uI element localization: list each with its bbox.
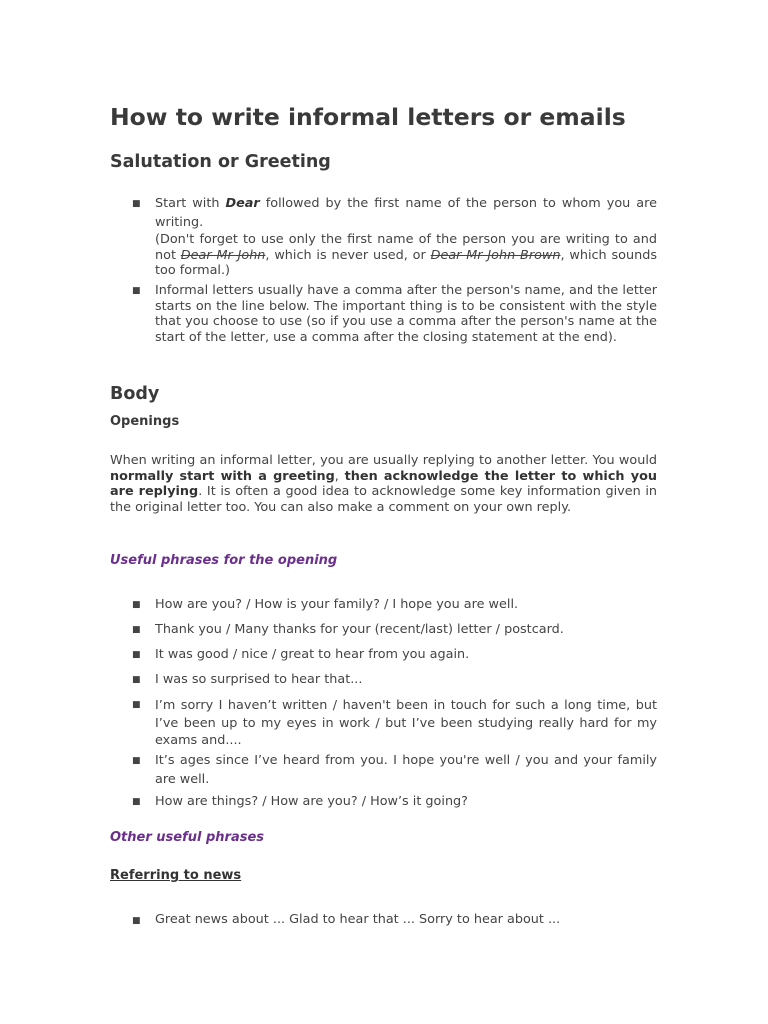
para-text: When writing an informal letter, you are usually replying to another letter. You would [110, 453, 657, 468]
struck-example-1: Dear Mr John [180, 247, 266, 263]
bullet-icon: ■ [132, 797, 141, 807]
bullet-icon: ■ [132, 916, 141, 926]
bullet-icon: ■ [132, 199, 141, 209]
phrase-item: It’s ages since I’ve heard from you. I hope you're well / you and your family are well. [155, 753, 657, 787]
bullet-icon: ■ [132, 650, 141, 660]
para-bold: normally start with a greeting [110, 468, 335, 484]
phrase-item: How are you? / How is your family? / I hope you are well. [155, 597, 519, 612]
salutation-heading: Salutation or Greeting [110, 152, 331, 172]
body-heading: Body [110, 384, 160, 404]
bullet-icon: ■ [132, 600, 141, 610]
openings-paragraph [110, 453, 657, 515]
para-text: , [334, 468, 345, 484]
phrase-item: I’m sorry I haven’t written / haven't been in touch for such a long time, but I’ve been up to my eyes in work / but I’ve been studying really hard for my exams and.... [155, 698, 657, 748]
struck-example-2: Dear Mr John Brown [430, 247, 561, 263]
useful-phrases-heading: Useful phrases for the opening [110, 553, 338, 568]
bullet-icon: ■ [132, 675, 141, 685]
note-text: (Don't forget to use only the first name of the person you are writing to and not [155, 232, 657, 263]
dear-emphasis: Dear [225, 196, 260, 211]
note-text: , which sounds too formal.) [155, 247, 657, 278]
phrase-item: How are things? / How are you? / How’s it going? [155, 794, 468, 809]
news-item: Great news about ... Glad to hear that ... Sorry to hear about ... [155, 912, 561, 927]
phrase-item: Thank you / Many thanks for your (recent/last) letter / postcard. [155, 622, 564, 637]
item-text: followed by the first name of the person to whom you are writing. [155, 196, 658, 230]
bullet-icon: ■ [132, 756, 141, 766]
bullet-icon: ■ [132, 286, 141, 296]
bullet-icon: ■ [132, 625, 141, 635]
phrase-item: I was so surprised to hear that... [155, 672, 363, 687]
referring-to-news-heading: Referring to news [110, 868, 242, 883]
other-phrases-heading: Other useful phrases [110, 830, 265, 845]
salutation-item-dear-note [155, 232, 657, 279]
bullet-icon: ■ [132, 700, 141, 710]
openings-heading: Openings [110, 414, 180, 429]
para-bold: then acknowledge the letter to which you are replying [110, 468, 657, 499]
salutation-item-dear [155, 195, 657, 232]
page-title: How to write informal letters or emails [110, 103, 626, 131]
item-text: Start with [155, 196, 226, 211]
para-text: . It is often a good idea to acknowledge some key information given in the original letter too. You can also make a comment on your own reply. [110, 484, 658, 515]
phrase-item: It was good / nice / great to hear from you again. [155, 647, 470, 662]
note-text: , which is never used, or [265, 247, 431, 263]
salutation-item-comma: Informal letters usually have a comma after the person's name, and the letter starts on the line below. The important thing is to be consistent with the style that you choose to use (so if you use a comma after the person's name at the start of the letter, use a comma after the closing statement at the end). [155, 283, 657, 345]
